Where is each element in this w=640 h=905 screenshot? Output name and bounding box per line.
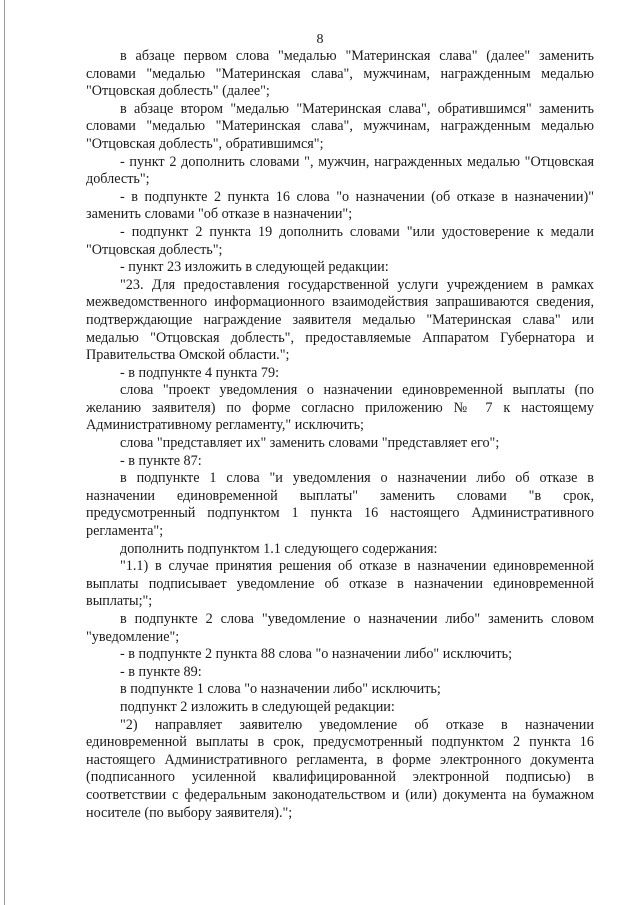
- paragraph: в абзаце втором "медалью "Материнская слава", обратившимся" заменить словами "медалью "Материнская слава", мужчинам, награжденным медалью "Отцовская доблесть", обратившимся";: [86, 100, 594, 152]
- paragraph: дополнить подпунктом 1.1 следующего содержания:: [120, 540, 438, 557]
- paragraph: в подпункте 2 слова "уведомление о назначении либо" заменить словом "уведомление";: [86, 611, 594, 645]
- paragraph: "23. Для предоставления государственной услуги учреждением в рамках межведомственного информационного взаимодействия запрашиваются сведения, подтверждающие награждение заявителя медалью "Материнская слава" или медалью "Отцовская доблесть", предоставляемые Аппаратом Губернатора и Правительства Омской области.";: [86, 276, 594, 364]
- paragraph: подпункт 2 изложить в следующей редакции:: [120, 698, 395, 715]
- scan-edge-line: [4, 0, 5, 905]
- paragraph: - в подпункте 2 пункта 16 слова "о назначении (об отказе в назначении)" заменить словами "об отказе в назначении";: [86, 188, 594, 223]
- paragraph: - в пункте 87:: [120, 452, 202, 469]
- paragraph: - в подпункте 4 пункта 79:: [120, 364, 280, 381]
- paragraph: в абзаце первом слова "медалью "Материнская слава" (далее" заменить словами "медалью "Материнская слава", мужчинам, награжденным медалью "Отцовская доблесть" (далее";: [86, 48, 594, 100]
- paragraph: - в подпункте 2 пункта 88 слова "о назначении либо" исключить;: [120, 646, 513, 663]
- paragraph: - пункт 2 дополнить словами ", мужчин, награжденных медалью "Отцовская доблесть";: [86, 153, 594, 188]
- paragraph: "1.1) в случае принятия решения об отказе в назначении единовременной выплаты подписывает уведомление об отказе в назначении единовременной выплаты;";: [86, 558, 594, 610]
- paragraph: в подпункте 1 слова "о назначении либо" исключить;: [120, 681, 441, 698]
- paragraph: - пункт 23 изложить в следующей редакции:: [120, 259, 389, 276]
- paragraph: слова "представляет их" заменить словами "представляет его";: [120, 435, 500, 452]
- document-body: [86, 48, 594, 822]
- paragraph: в подпункте 1 слова "и уведомления о назначении либо об отказе в назначении единовременной выплаты" заменить словами "в срок, предусмотренный подпунктом 1 пункта 16 настоящего Административного регламента";: [86, 470, 594, 540]
- paragraph: - в пункте 89:: [120, 663, 202, 680]
- paragraph: "2) направляет заявителю уведомление об отказе в назначении единовременной выплаты в срок, предусмотренный подпунктом 2 пункта 16 настоящего Административного регламента, в форме электронного документа (подписанного усиленной квалифицированной электронной подписью) в соответствии с федеральным законодательством и (или) документа на бумажном носителе (по выбору заявителя).";: [86, 716, 594, 821]
- paragraph: слова "проект уведомления о назначении единовременной выплаты (по желанию заявителя) по форме согласно приложению № 7 к настоящему Административному регламенту," исключить;: [86, 382, 594, 434]
- page-number: 8: [316, 32, 324, 47]
- paragraph: - подпункт 2 пункта 19 дополнить словами "или удостоверение к медали "Отцовская доблесть";: [86, 223, 594, 258]
